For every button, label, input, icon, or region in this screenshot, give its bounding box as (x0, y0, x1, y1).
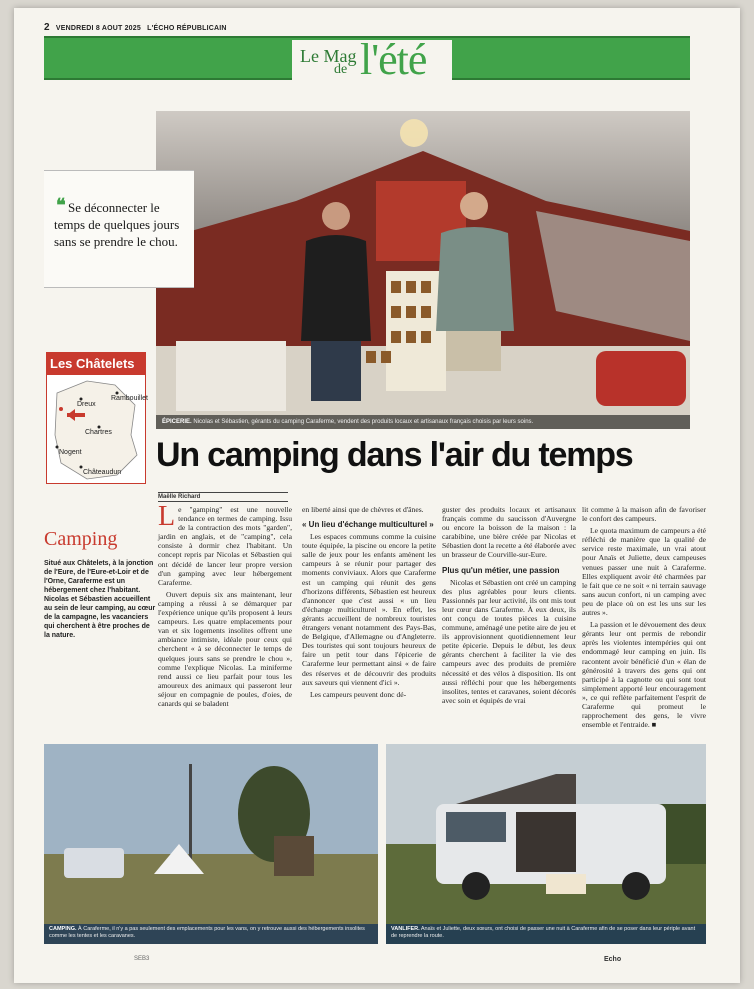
map-body (46, 374, 146, 484)
location-map (46, 352, 146, 492)
map-label-rambouillet: Rambouillet (111, 395, 148, 402)
article-paragraph: en liberté ainsi que de chèvres et d'ânes. (302, 505, 424, 514)
pull-quote-text: Se déconnecter le temps de quelques jours sans se prendre le chou. (54, 200, 180, 249)
folio (44, 22, 231, 33)
footer-left: SEB3 (134, 956, 150, 962)
main-caption-text: Nicolas et Sébastien, gérants du camping Caraferme, vendent des produits locaux et artisanaux français choisis par leurs soins. (193, 419, 534, 425)
sidebar-title: Camping (44, 528, 118, 550)
article-column-3 (442, 505, 576, 708)
mag-logo (292, 35, 452, 84)
epicerie-illustration (156, 111, 690, 429)
byline: Maëlle Richard (158, 492, 288, 502)
subheading-passion: Plus qu'un métier, une passion (442, 565, 560, 575)
main-caption-label: ÉPICERIE. (162, 419, 192, 425)
van-illustration (386, 744, 706, 944)
map-label-dreux: Dreux (77, 401, 96, 408)
article-column-1 (158, 501, 292, 711)
main-photo-epicerie (156, 111, 690, 429)
map-label-chateaudun: Châteaudun (83, 469, 122, 476)
camping-field-illustration (44, 744, 378, 944)
logo-de: de (334, 62, 348, 77)
photo-right-caption (386, 924, 706, 944)
footer-right: Echo (604, 956, 622, 963)
drop-cap: L (158, 501, 176, 532)
article-column-4 (582, 505, 706, 732)
article-column-2 (302, 505, 436, 702)
article-paragraph: La passion et le dévouement des deux gérants leur ont permis de rebondir après les violentes intempéries qui ont endommagé leur camping en juin. Ils racontent avoir bénéficié d'un « élan de générosité à travers des gens qui ont participé à la cagnotte ou qui sont tout simplement apporté leur encouragement », ce qui reflète parfaitement l'esprit de Caraferme qui promeut le rapprochement des gens, le vivre ensemble et l'entraide. ■ (582, 620, 706, 730)
article-paragraph: Nicolas et Sébastien ont créé un camping des plus agréables pour leurs clients. Passionnés par leur activité, ils ont mis tout leur cœur dans Caraferme. À eux deux, ils ont conçu de toutes pièces la cuisine commune, aménagé une petite aire de jeu et ils approvisionnent quotidiennement leur petite épicerie. Depuis le début, les deux gérants cherchent à faciliter la vie des campeurs avec des produits de première nécessité et des vélos à disposition. Ils ont aussi réfléchi pour que les hébergements insolites, tentes et caravanes, soient décorés avec soin et équipés de vrai (442, 577, 576, 705)
logo-ete: l'été (360, 35, 427, 84)
article-paragraph: Ouvert depuis six ans maintenant, leur camping a réussi à se démarquer par l'expérience unique qu'ils proposent à leurs campeurs. Les quatre emplacements pour van et six logements insolites offrent une ambiance intimiste, idéale pour ceux qui cherchent « à se déconnecter le temps de quelques jours sans se prendre le chou », comme l'explique Nicolas. La miniferme rend aussi ce lieu parfait pour tous les amoureux des animaux qui passeront leur séjour en compagnie de poules, d'oies, de canards qui se baladent (158, 589, 292, 708)
map-label-chartres: Chartres (85, 429, 112, 436)
left-caption-label: CAMPING. (49, 926, 77, 932)
camping-sidebar (44, 528, 156, 640)
pull-quote (44, 170, 194, 288)
section-banner (44, 35, 690, 84)
map-label-nogent: Nogent (59, 449, 82, 456)
article-paragraph (158, 501, 292, 587)
subheading-lieu-echange: « Un lieu d'échange multiculturel » (302, 520, 434, 530)
photo-camping-field (44, 744, 378, 944)
right-caption-label: VANLIFER. (391, 926, 420, 932)
article-paragraph: Les campeurs peuvent donc dé- (310, 689, 407, 699)
article-paragraph: guster des produits locaux et artisanaux français comme du saucisson d'Auvergne ou encore la boisson de la maison : la carabibine, une bière créée par Nicolas et Sébastien dont la recette a été élaborée avec un brasseur de Courville-sur-Eure. (442, 505, 576, 560)
photo-left-caption (44, 924, 378, 944)
article-paragraph: Les espaces communs comme la cuisine toute équipée, la piscine ou encore la petite salle de jeux pour les enfants amènent les campeurs à se réunir pour partager des moments conviviaux. Alors que Caraferme est un camping qui réunit des gens d'horizons différents, Sébastien est heureux d'annoncer que c'est aussi « un lieu d'échange multiculturel ». En effet, les gérants accueillent de nombreux touristes étrangers venant notamment des Pays-Bas, de Belgique, d'Allemagne ou d'Angleterre. Des touristes qui sont toujours heureux de faire un petit tour dans l'épicerie de Caraferme leur permettant ainsi « de faire des réserves et de découvrir des produits aux saveurs qui viennent d'ici ». (302, 532, 436, 687)
right-caption-text: Anaïs et Juliette, deux sœurs, ont choisi de passer une nuit à Caraferme afin de se poser dans leur périple avant de reprendre la route. (391, 926, 696, 939)
quote-mark-icon: ❝ (56, 195, 66, 215)
logo-le-mag: Le Mag (300, 46, 357, 66)
paragraph-text: e "gamping" est une nouvelle tendance en termes de camping. Issu de la contraction des mots "garden", jardin en anglais, et de "camping", cela consiste à dormir chez l'habitant. Un concept repris par Nicolas et Sébastien qui ont décidé de lancer leur propre version d'un gamping avec leur hébergement Caraferme. (158, 505, 292, 587)
map-title: Les Châtelets (46, 352, 146, 374)
sidebar-text: Situé aux Châtelets, à la jonction de l'Eure, de l'Eure-et-Loir et de l'Orne, Caraferme est un hébergement chez l'habitant. Nicolas et Sébastien accueillent au sein de leur camping, au cœur de la campagne, les vacanciers qui cherchent à être proches de la nature. (44, 560, 156, 639)
photo-van (386, 744, 706, 944)
folio-date: VENDREDI 8 AOUT 2025 (55, 25, 141, 32)
article-paragraph: Le quota maximum de campeurs a été réfléchi de manière que la qualité de service reste maximale, un vrai atout pour Anaïs et Juliette, deux campeuses venues passer une nuit à Caraferme. Elles expliquent avoir été charmées par le fait que ce ne soit « ni terrain sauvage sans aucun confort, ni un camping avec peu de place où on est les uns sur les autres ». (582, 526, 706, 618)
page-number: 2 (44, 22, 50, 33)
left-caption-text: À Caraferme, il n'y a pas seulement des emplacements pour les vans, on y retrouve aussi des hébergements insolites comme les tentes et les caravanes. (49, 926, 365, 939)
main-photo-caption (156, 415, 690, 429)
article-paragraph: lit comme à la maison afin de favoriser le confort des campeurs. (582, 505, 706, 524)
folio-paper: L'ÉCHO RÉPUBLICAIN (147, 25, 227, 32)
article-headline: Un camping dans l'air du temps (156, 436, 633, 474)
newspaper-page (14, 8, 740, 983)
